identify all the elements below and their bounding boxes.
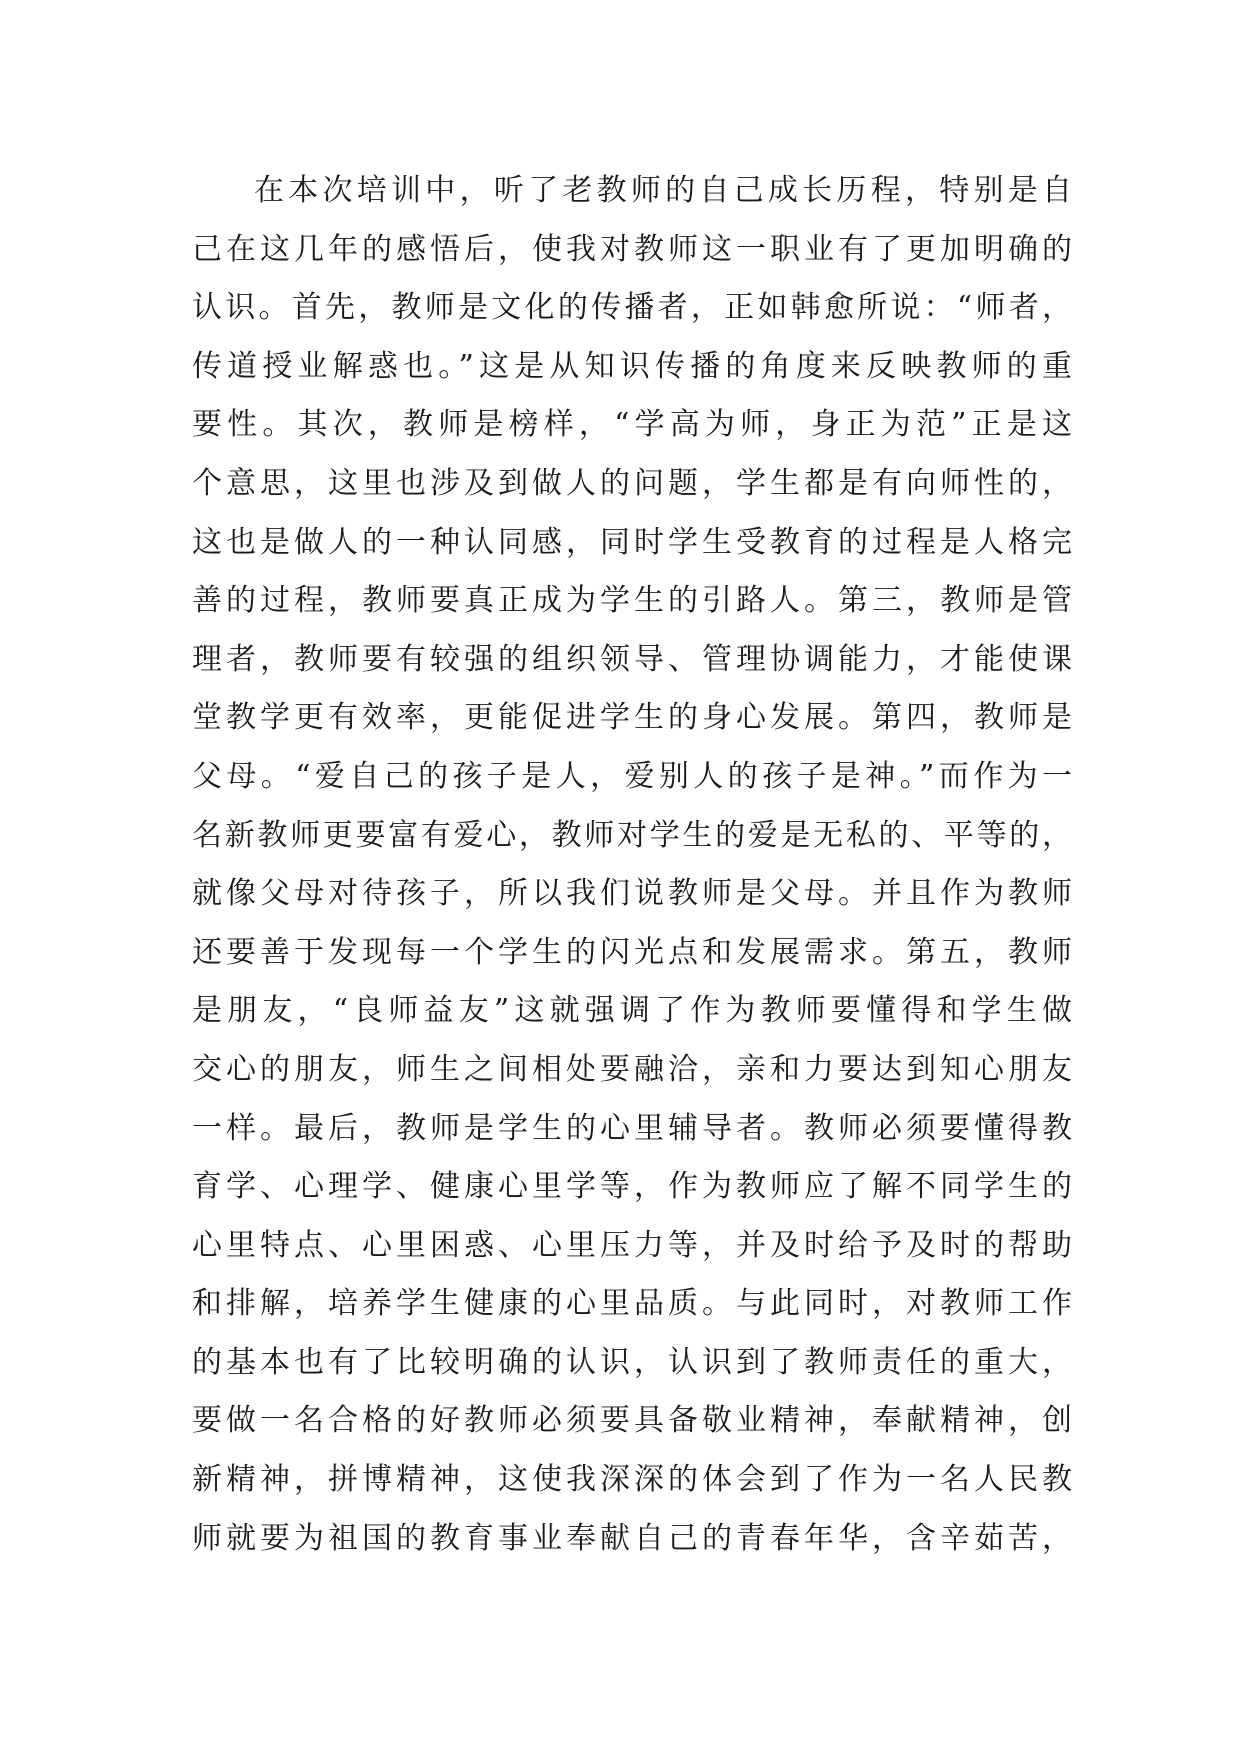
- paragraph-line: 心里特点、心里困惑、心里压力等，并及时给予及时的帮助: [192, 1227, 1072, 1263]
- paragraph-line: 交心的朋友，师生之间相处要融洽，亲和力要达到知心朋友: [192, 1051, 1072, 1087]
- paragraph-line: 理者，教师要有较强的组织领导、管理协调能力，才能使课: [192, 641, 1072, 677]
- paragraph-line: 和排解，培养学生健康的心里品质。与此同时，对教师工作: [192, 1286, 1072, 1322]
- paragraph-line: 善的过程，教师要真正成为学生的引路人。第三，教师是管: [192, 583, 1072, 619]
- paragraph-line: 堂教学更有效率，更能促进学生的身心发展。第四，教师是: [192, 700, 1072, 736]
- paragraph-line: 新精神，拼博精神，这使我深深的体会到了作为一名人民教: [192, 1462, 1072, 1498]
- paragraph-line: 父母。“爱自己的孩子是人，爱别人的孩子是神。”而作为一: [192, 758, 1072, 794]
- body-paragraph: [192, 162, 1072, 1568]
- paragraph-line: 要性。其次，教师是榜样，“学高为师，身正为范”正是这: [192, 407, 1072, 443]
- paragraph-line: 要做一名合格的好教师必须要具备敬业精神，奉献精神，创: [192, 1403, 1072, 1439]
- paragraph-line: 一样。最后，教师是学生的心里辅导者。教师必须要懂得教: [192, 1110, 1072, 1146]
- paragraph-line: 己在这几年的感悟后，使我对教师这一职业有了更加明确的: [192, 231, 1072, 267]
- paragraph-line: 名新教师更要富有爱心，教师对学生的爱是无私的、平等的，: [192, 817, 1072, 853]
- paragraph-line: 师就要为祖国的教育事业奉献自己的青春年华，含辛茹苦，: [192, 1520, 1072, 1556]
- paragraph-line: 个意思，这里也涉及到做人的问题，学生都是有向师性的，: [192, 465, 1072, 501]
- paragraph-line: 就像父母对待孩子，所以我们说教师是父母。并且作为教师: [192, 876, 1072, 912]
- paragraph-line: 在本次培训中，听了老教师的自己成长历程，特别是自: [254, 173, 1072, 208]
- paragraph-line: 这也是做人的一种认同感，同时学生受教育的过程是人格完: [192, 524, 1072, 560]
- paragraph-line: 的基本也有了比较明确的认识，认识到了教师责任的重大，: [192, 1344, 1072, 1380]
- paragraph-line: 传道授业解惑也。”这是从知识传播的角度来反映教师的重: [192, 348, 1072, 384]
- paragraph-line: 认识。首先，教师是文化的传播者，正如韩愈所说：“师者，: [192, 290, 1072, 326]
- paragraph-line: 育学、心理学、健康心里学等，作为教师应了解不同学生的: [192, 1169, 1072, 1205]
- paragraph-line: 还要善于发现每一个学生的闪光点和发展需求。第五，教师: [192, 934, 1072, 970]
- paragraph-line: 是朋友，“良师益友”这就强调了作为教师要懂得和学生做: [192, 993, 1072, 1029]
